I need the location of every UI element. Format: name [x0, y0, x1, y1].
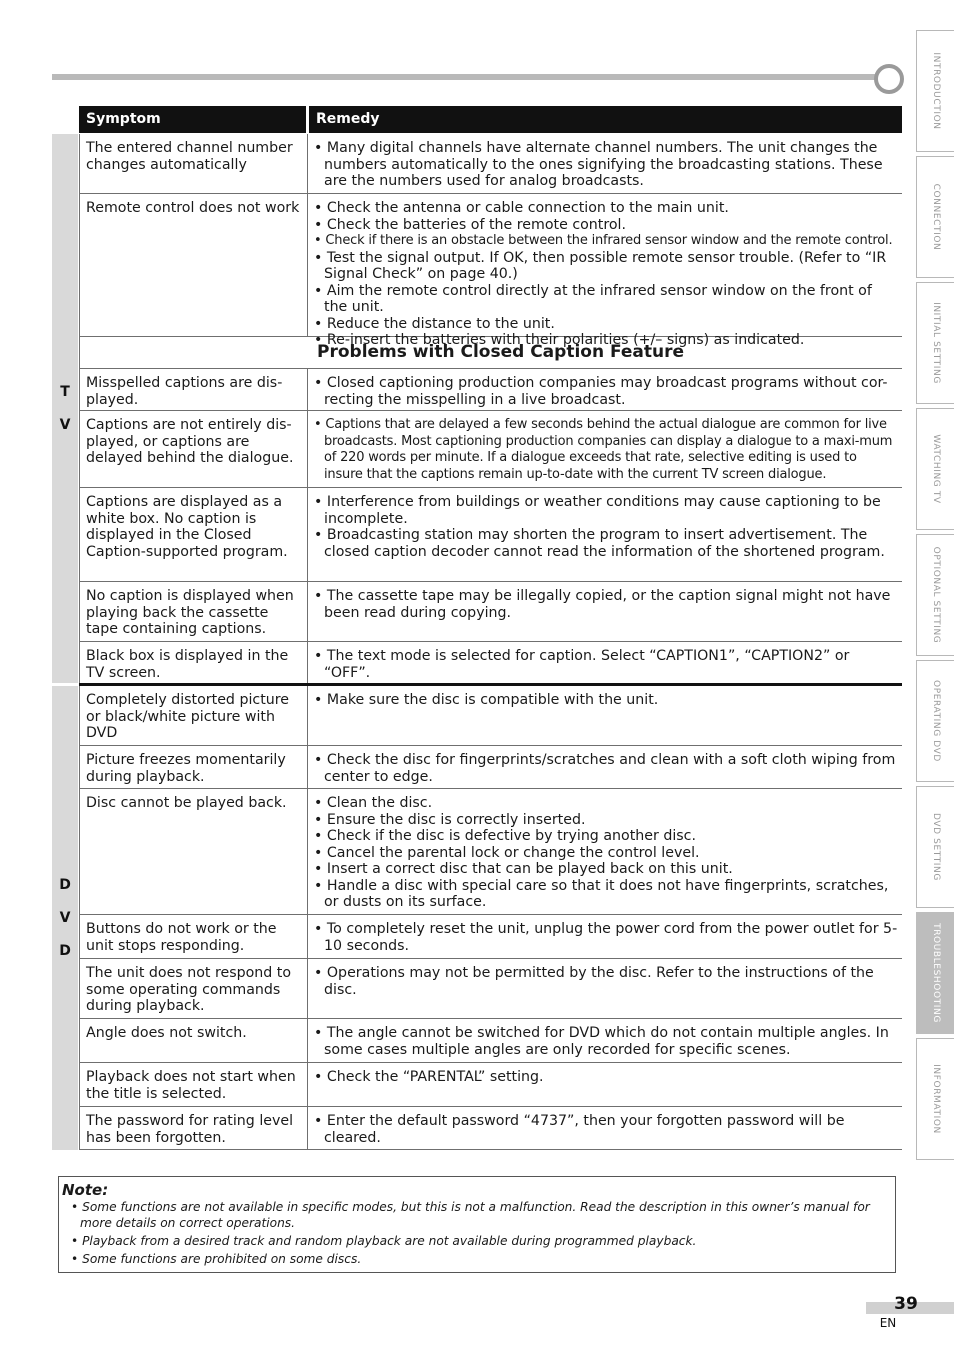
- table-row: [79, 1063, 902, 1107]
- symptom-cell: Black box is displayed in the TV screen.: [79, 642, 308, 684]
- symptom-cell: The password for rating level has been forgotten.: [79, 1107, 308, 1149]
- table-row: [79, 369, 902, 411]
- table-row: [79, 582, 902, 642]
- remedy-item: • Broadcasting station may shorten the program to insert advertisement. The closed caption decoder cannot read the information of the shortened program.: [314, 527, 898, 560]
- symptom-cell: Picture freezes momentarily during playback.: [79, 746, 308, 788]
- page-number: 39: [894, 1294, 918, 1314]
- remedy-item: • Check if there is an obstacle between the infrared sensor window and the remote control.: [314, 233, 898, 250]
- remedy-item: • The angle cannot be switched for DVD which do not contain multiple angles. In some cases multiple angles are only recorded for specific scenes.: [314, 1025, 898, 1058]
- symptom-cell: Completely distorted picture or black/white picture with DVD: [79, 686, 308, 745]
- remedy-item: • Check the disc for fingerprints/scratches and clean with a soft cloth wiping from center to edge.: [314, 752, 898, 785]
- remedy-item: • Clean the disc.: [314, 795, 898, 812]
- remedy-item: • Check the antenna or cable connection to the main unit.: [314, 200, 898, 217]
- table-row: [79, 488, 902, 582]
- table-row: [79, 1107, 902, 1150]
- remedy-item: • Many digital channels have alternate channel numbers. The unit changes the numbers automatically to the ones signifying the broadcasting stations. These are the numbers used for analog broadcasts.: [314, 140, 898, 190]
- remedy-item: • Insert a correct disc that can be played back on this unit.: [314, 861, 898, 878]
- symptom-cell: Playback does not start when the title is selected.: [79, 1063, 308, 1106]
- symptom-cell: Angle does not switch.: [79, 1019, 308, 1062]
- group-tv-bar: [52, 134, 78, 683]
- tab-watching-tv[interactable]: WATCHING TV: [916, 408, 954, 530]
- top-rule: [52, 74, 878, 80]
- remedy-cell: [308, 194, 902, 349]
- table-row: [79, 915, 902, 959]
- remedy-item: • Test the signal output. If OK, then possible remote sensor trouble. (Refer to “IR Signal Check” on page 40.): [314, 250, 898, 283]
- table-row: [79, 1019, 902, 1063]
- remedy-item: • Check the “PARENTAL” setting.: [314, 1069, 898, 1086]
- table-row: [79, 134, 902, 194]
- header-symptom: Symptom: [79, 106, 306, 133]
- remedy-item: • Cancel the parental lock or change the control level.: [314, 845, 898, 862]
- remedy-item: • Re-insert the batteries with their polarities (+/– signs) as indicated.: [314, 332, 898, 349]
- remedy-cell: [308, 789, 902, 911]
- remedy-cell: [308, 642, 902, 681]
- remedy-cell: [308, 1063, 902, 1086]
- note-title: Note:: [62, 1181, 109, 1199]
- remedy-item: • Closed captioning production companies may broadcast programs without cor-recting the misspelling in a live broadcast.: [314, 375, 898, 408]
- group-dvd-letter: D: [59, 943, 71, 959]
- remedy-item: • Check the batteries of the remote control.: [314, 217, 898, 234]
- remedy-cell: [308, 915, 902, 954]
- top-rule-circle: [874, 64, 904, 94]
- tab-troubleshooting[interactable]: TROUBLESHOOTING: [916, 912, 954, 1034]
- note-item: • Playback from a desired track and random playback are not available during programmed playback.: [62, 1233, 887, 1249]
- remedy-cell: [308, 369, 902, 408]
- tab-initial-setting[interactable]: INITIAL SETTING: [916, 282, 954, 404]
- table-row: [79, 411, 902, 488]
- symptom-cell: Disc cannot be played back.: [79, 789, 308, 914]
- remedy-cell: [308, 1019, 902, 1058]
- table-row: [79, 642, 902, 684]
- remedy-cell: [308, 959, 902, 998]
- remedy-item: • The cassette tape may be illegally copied, or the caption signal might not have been read during copying.: [314, 588, 898, 621]
- symptom-cell: Remote control does not work: [79, 194, 308, 336]
- group-dvd-letter: D: [59, 877, 71, 893]
- table-row: [79, 194, 902, 348]
- remedy-cell: [308, 746, 902, 785]
- note-item: • Some functions are not available in specific modes, but this is not a malfunction. Read the description in this owner’s manual for more details on correct operations.: [62, 1199, 887, 1231]
- remedy-item: • Enter the default password “4737”, then your forgotten password will be cleared.: [314, 1113, 898, 1146]
- symptom-cell: The entered channel number changes automatically: [79, 134, 308, 193]
- remedy-item: • Interference from buildings or weather conditions may cause captioning to be incomplete.: [314, 494, 898, 527]
- table-row: [79, 789, 902, 915]
- remedy-cell: [308, 582, 902, 621]
- remedy-cell: [308, 686, 902, 709]
- remedy-item: • The text mode is selected for caption. Select “CAPTION1”, “CAPTION2” or “OFF”.: [314, 648, 898, 681]
- symptom-cell: Misspelled captions are dis-played.: [79, 369, 308, 410]
- symptom-cell: Captions are not entirely dis-played, or captions are delayed behind the dialogue.: [79, 411, 308, 487]
- table-row: [79, 686, 902, 746]
- note-item: • Some functions are prohibited on some discs.: [62, 1251, 887, 1267]
- remedy-item: • Aim the remote control directly at the infrared sensor window on the front of the unit.: [314, 283, 898, 316]
- remedy-item: • Check if the disc is defective by trying another disc.: [314, 828, 898, 845]
- tab-introduction[interactable]: INTRODUCTION: [916, 30, 954, 152]
- tab-connection[interactable]: CONNECTION: [916, 156, 954, 278]
- remedy-cell: [308, 488, 902, 560]
- table-row: [79, 746, 902, 789]
- remedy-item: • Handle a disc with special care so that it does not have fingerprints, scratches, or dusts on its surface.: [314, 878, 898, 911]
- tab-information[interactable]: INFORMATION: [916, 1038, 954, 1160]
- remedy-cell: [308, 134, 902, 190]
- symptom-cell: Buttons do not work or the unit stops responding.: [79, 915, 308, 958]
- remedy-item: • Make sure the disc is compatible with the unit.: [314, 692, 898, 709]
- tab-dvd-setting[interactable]: DVD SETTING: [916, 786, 954, 908]
- remedy-item: • Reduce the distance to the unit.: [314, 316, 898, 333]
- remedy-item: • Operations may not be permitted by the disc. Refer to the instructions of the disc.: [314, 965, 898, 998]
- remedy-item: • Captions that are delayed a few seconds behind the actual dialogue are common for live broadcasts. Most captioning production companies can display a dialogue to a maxi-mum of 220 words per minute. If a dialogue exceeds that rate, selective editing is used to insure that the captions remain up-to-date with the current TV screen dialogue.: [314, 417, 898, 483]
- section-heading: Problems with Closed Caption Feature: [79, 337, 902, 369]
- symptom-cell: The unit does not respond to some operating commands during playback.: [79, 959, 308, 1018]
- tab-operating-dvd[interactable]: OPERATING DVD: [916, 660, 954, 782]
- remedy-cell: [308, 411, 902, 483]
- symptom-cell: Captions are displayed as a white box. No caption is displayed in the Closed Caption-supported program.: [79, 488, 308, 581]
- header-remedy: Remedy: [309, 106, 902, 133]
- language-code: EN: [879, 1316, 897, 1330]
- group-tv-letter: T: [60, 384, 70, 400]
- remedy-item: • Ensure the disc is correctly inserted.: [314, 812, 898, 829]
- remedy-item: • To completely reset the unit, unplug the power cord from the power outlet for 5-10 seconds.: [314, 921, 898, 954]
- symptom-cell: No caption is displayed when playing back the cassette tape containing captions.: [79, 582, 308, 641]
- note-box: [58, 1176, 896, 1273]
- group-tv-letter: V: [59, 417, 71, 433]
- tab-optional-setting[interactable]: OPTIONAL SETTING: [916, 534, 954, 656]
- remedy-cell: [308, 1107, 902, 1146]
- group-dvd-letter: V: [59, 910, 71, 926]
- group-dvd-bar: [52, 686, 78, 1150]
- table-row: [79, 959, 902, 1019]
